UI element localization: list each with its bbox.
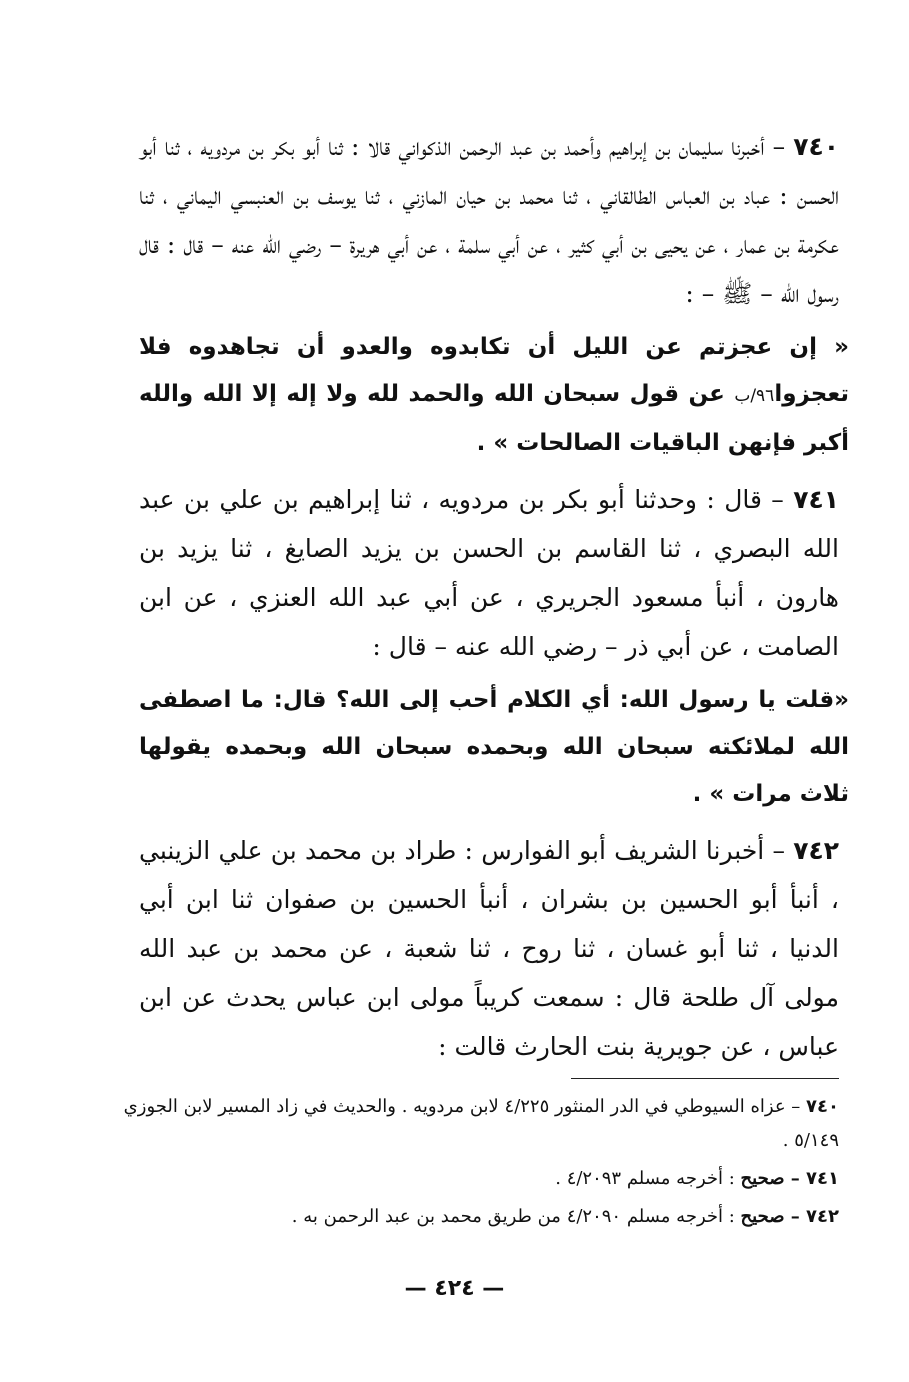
- hadith-number: ٧٤٢: [793, 836, 839, 865]
- footnote-740: [74, 1090, 839, 1158]
- matn-part-1: « إن عجزتم عن الليل أن تكابدوه والعدو أن تجاهدوه فلا تعجزوا: [139, 334, 849, 407]
- footnote-separator: [571, 1078, 839, 1079]
- manuscript-folio-marker: ٩٦/ب: [734, 386, 775, 406]
- matn-part-2: عن قول سبحان الله والحمد لله ولا إله إلا الله والله أكبر فإنهن الباقيات الصالحات » .: [139, 381, 849, 456]
- footnote-text: – عزاه السيوطي في الدر المنثور ٤/٢٢٥ لابن مردويه . والحديث في زاد المسير لابن الجوزي ٥/١٤٩ .: [123, 1096, 839, 1151]
- hadith-742: [139, 826, 839, 1071]
- footnote-742: [74, 1200, 839, 1234]
- hadith-740-matn: [139, 324, 849, 467]
- footnote-grade: – صحيح: [740, 1168, 807, 1189]
- hadith-number: ٧٤١: [793, 485, 839, 514]
- footnote-number: ٧٤١: [806, 1168, 839, 1189]
- footnote-grade: – صحيح: [740, 1206, 807, 1227]
- footnotes: [74, 1090, 839, 1238]
- hadith-741-matn: «قلت يا رسول الله: أي الكلام أحب إلى الله؟ قال: ما اصطفى الله لملائكته سبحان الله وبحمده سبحان الله وبحمده يقولها ثلاث مرات » .: [139, 687, 849, 807]
- hadith-isnad: – أخبرنا الشريف أبو الفوارس : طراد بن محمد بن علي الزينبي ، أنبأ أبو الحسين بن بشران ، أنبأ الحسين بن صفوان ثنا ابن أبي الدنيا ، ثنا أبو غسان ، ثنا روح ، ثنا شعبة ، عن محمد بن عبد الله مولى آل طلحة قال : سمعت كريباً مولى ابن عباس يحدث عن ابن عباس ، عن جويرية بنت الحارث قالت :: [139, 836, 839, 1061]
- main-text: [139, 122, 849, 1077]
- footnote-number: ٧٤٠: [806, 1096, 839, 1117]
- page-number: — ٤٢٤ —: [404, 1276, 505, 1301]
- footnote-text: : أخرجه مسلم ٤/٢٠٩٠ من طريق محمد بن عبد الرحمن به .: [291, 1206, 741, 1227]
- hadith-741: [139, 475, 839, 671]
- hadith-number: ٧٤٠: [793, 132, 839, 161]
- footnote-number: ٧٤٢: [806, 1206, 839, 1227]
- hadith-isnad: – قال : وحدثنا أبو بكر بن مردويه ، ثنا إبراهيم بن علي بن عبد الله البصري ، ثنا القاسم بن الحسن بن يزيد الصايغ ، ثنا يزيد بن هارون ، أنبأ مسعود الجريري ، عن أبي عبد الله العنزي ، عن ابن الصامت ، عن أبي ذر – رضي الله عنه – قال :: [139, 485, 839, 661]
- footnote-text: : أخرجه مسلم ٤/٢٠٩٣ .: [555, 1168, 741, 1189]
- footnote-741: [74, 1162, 839, 1196]
- hadith-isnad: – أخبرنا سليمان بن إبراهيم وأحمد بن عبد الرحمن الذكواني قالا : ثنا أبو بكر بن مردويه ، ثنا أبو الحسن : عباد بن العباس الطالقاني ، ثنا محمد بن حيان المازني ، ثنا يوسف بن العنبسي اليماني ، ثنا عكرمة بن عمار ، عن يحيى بن أبي كثير ، عن أبي سلمة ، عن أبي هريرة – رضي الله عنه – قال : قال رسول الله – ﷺ – :: [139, 132, 839, 308]
- hadith-740: [139, 122, 839, 318]
